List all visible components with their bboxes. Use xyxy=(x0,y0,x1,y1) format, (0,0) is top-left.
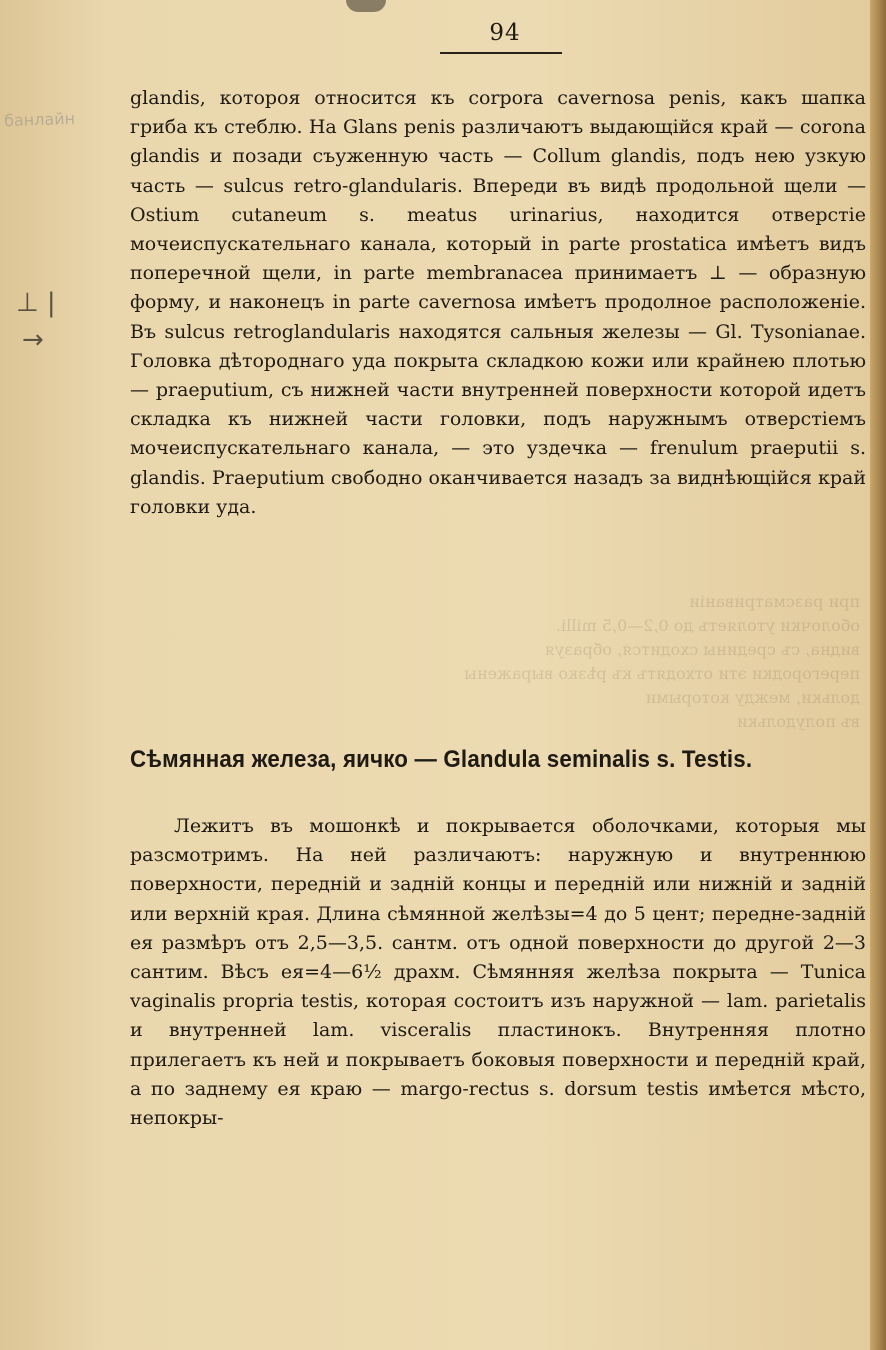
margin-arrow-icon: → xyxy=(22,325,44,355)
paragraph-text: glandis, котороя относится къ corpora cavernosa penis, какъ шапка гриба къ стеблю. На Glans penis различаютъ выдающійся край — corona glandis и позади съуженную часть — Collum glandis, подъ нею узкую часть — sulcus retro-glandularis. Впереди въ видѣ продольной щели — Ostium cutaneum s. meatus urinarius, находится отверстіе мочеиспускательнаго канала, который in parte prostatica имѣетъ видъ поперечной щели, in parte membranacea принимаетъ ⊥ — образную форму, и наконецъ in parte cavernosa имѣетъ продолное расположеніе. Въ sulcus retroglandularis находятся сальныя железы — Gl. Tysonianae. Головка дѣтороднаго уда покрыта складкою кожи или крайнею плотью — praeputium, съ нижней части внутренней поверхности которой идетъ складка къ нижней части головки, подъ наружнымъ отверстіемъ мочеиспускательнаго канала, — это уздечка — frenulum praeputii s. glandis. Praeputium свободно оканчивается назадъ за виднѣющійся край головки уда. xyxy=(130,87,866,518)
page-edge xyxy=(870,0,886,1350)
section-heading: Сѣмянная железа, яичко — Glandula seminalis s. Testis. xyxy=(130,746,753,773)
page-number: 94 xyxy=(489,20,521,46)
paragraph-glans xyxy=(130,84,866,522)
header-rule xyxy=(440,52,562,54)
ink-stain xyxy=(346,0,386,12)
paragraph-text: Лежитъ въ мошонкѣ и покрывается оболочками, которыя мы разсмотримъ. На ней различаютъ: наружную и внутреннюю поверхности, передній и задній концы и передній или нижній и задній или верхній края. Длина сѣмянной желѣзы=4 до 5 цент; передне-задній ея размѣръ отъ 2,5—3,5. сантм. отъ одной поверхности до другой 2—3 сантим. Вѣсъ ея=4—6½ драхм. Сѣмянняя желѣза покрыта — Tunica vaginalis propria testis, которая состоитъ изъ наружной — lam. parietalis и внутренней lam. visceralis пластинокъ. Внутренняя плотно прилегаетъ къ ней и покрываетъ боковыя поверхности и передній край, а по заднему ея краю — margo-rectus s. dorsum testis имѣется мѣсто, непокры- xyxy=(130,815,866,1130)
margin-note-pencil: банлайн xyxy=(3,108,76,131)
paragraph-testis xyxy=(130,812,866,1133)
bleed-through-text: при разсматриваніи оболочки утоляетъ до 0,2—0,5 milli. видна, съ средины сходится, образуя перегородки эти отходятъ къ рѣзко выражены дольки, между которыми въ полудольки xyxy=(464,592,860,731)
margin-note-mark: ⊥ | xyxy=(16,288,56,318)
